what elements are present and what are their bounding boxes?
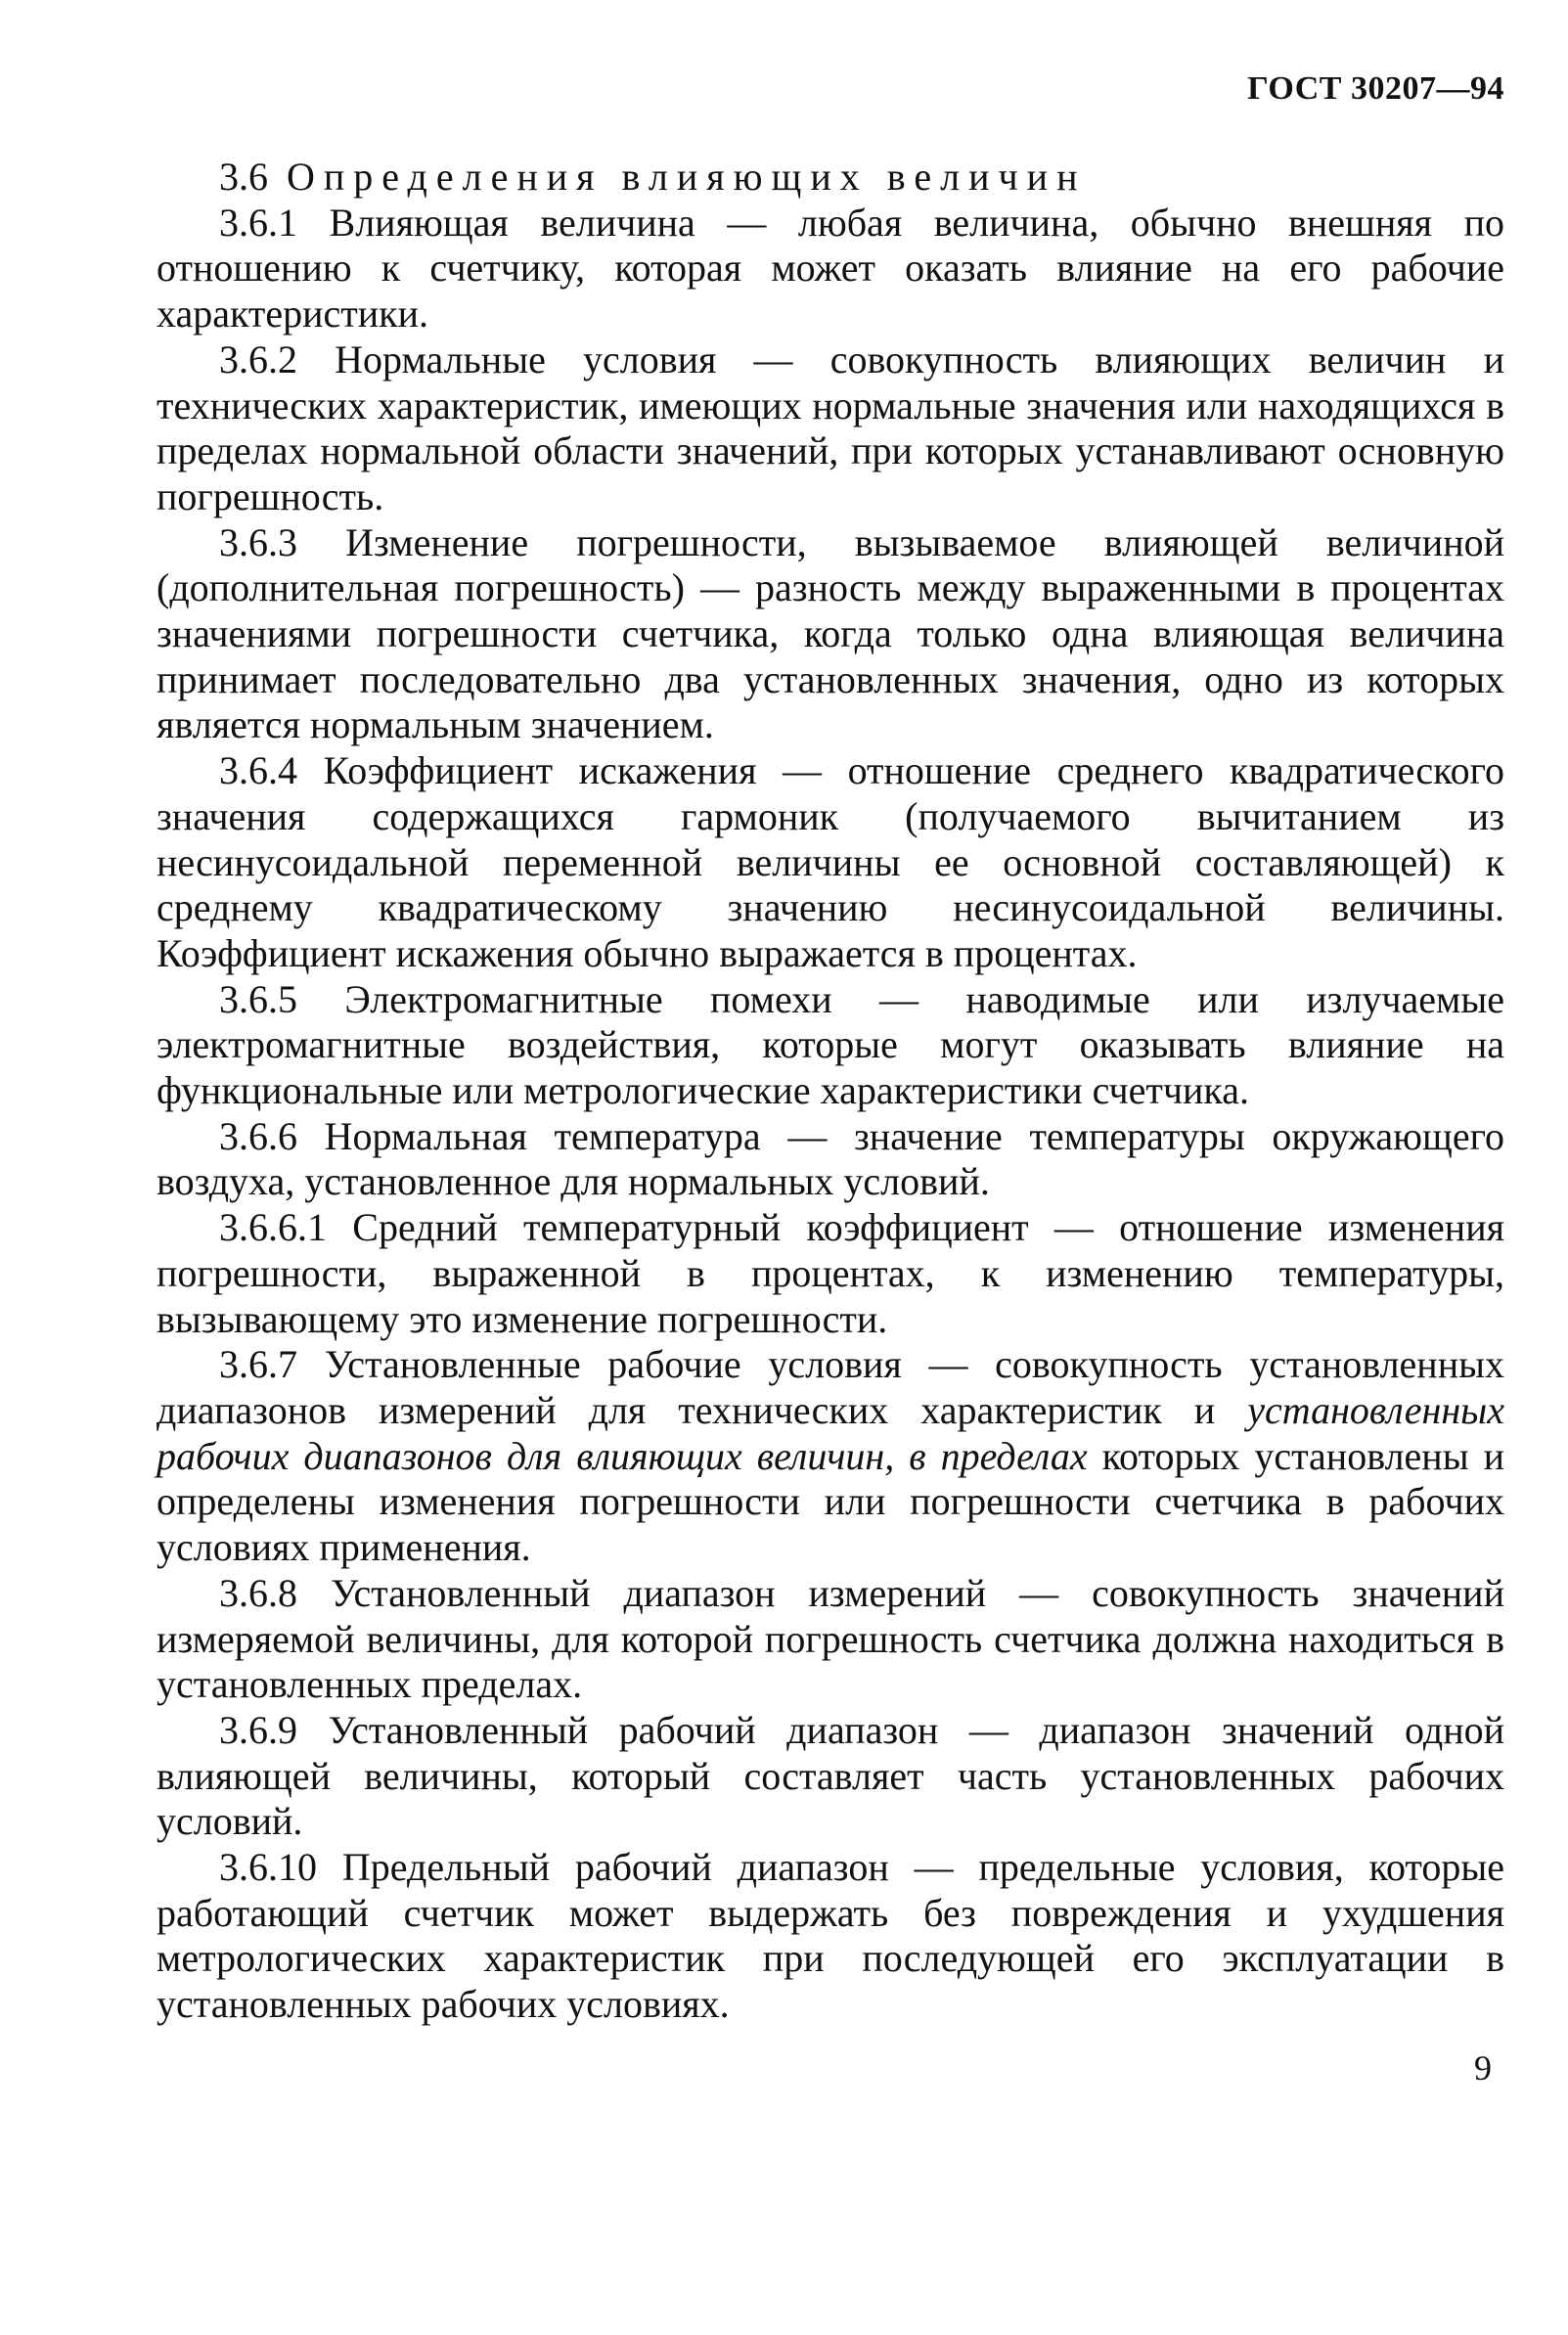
paragraph-3-6-4 xyxy=(157,748,1504,977)
standard-code-header: ГОСТ 30207—94 xyxy=(1247,70,1504,107)
paragraph-text: Установленные рабочие условия — совокупность установленных диапазонов измерений для технических характеристик и xyxy=(157,1342,1504,1432)
paragraph-number: 3.6.8 xyxy=(219,1570,297,1615)
paragraph-italic-text: установленных рабочих диапазонов для влияющих величин, в пределах xyxy=(157,1387,1504,1478)
paragraph-3-6-8 xyxy=(157,1571,1504,1708)
paragraph-text-continued: которых установлены и определены изменения погрешности или погрешности счетчика в рабочих условиях применения. xyxy=(157,1433,1504,1570)
paragraph-3-6-6-1 xyxy=(157,1205,1504,1342)
paragraph-3-6-9 xyxy=(157,1708,1504,1845)
page-number: 9 xyxy=(1474,2048,1492,2088)
section-title: Определения влияющих величин xyxy=(287,155,1087,199)
paragraph-text: Нормальная температура — значение температуры окружающего воздуха, установленное для нормальных условий. xyxy=(157,1113,1504,1204)
paragraph-number: 3.6.10 xyxy=(219,1845,317,1890)
paragraph-number: 3.6.2 xyxy=(219,337,297,382)
paragraph-number: 3.6.6 xyxy=(219,1113,297,1158)
paragraph-text: Электромагнитные помехи — наводимые или излучаемые электромагнитные воздействия, которые могут оказывать влияние на функциональные или метрологические характеристики счетчика. xyxy=(157,976,1504,1113)
paragraph-text: Средний температурный коэффициент — отношение изменения погрешности, выраженной в процентах, к изменению температуры, вызывающему это изменение погрешности. xyxy=(157,1205,1505,1341)
paragraph-3-6-2 xyxy=(157,337,1504,520)
section-heading xyxy=(157,155,1504,201)
paragraph-text: Установленный диапазон измерений — совокупность значений измеряемой величины, для которой погрешность счетчика должна находиться в установленных пределах. xyxy=(157,1570,1504,1707)
paragraph-3-6-7 xyxy=(157,1342,1504,1571)
paragraph-3-6-6 xyxy=(157,1114,1504,1205)
section-number: 3.6 xyxy=(219,155,268,199)
paragraph-text: Нормальные условия — совокупность влияющих величин и технических характеристик, имеющих нормальные значения или находящихся в пределах нормальной области значений, при которых устанавливают основную погрешность. xyxy=(157,337,1504,518)
paragraph-number: 3.6.1 xyxy=(219,200,297,245)
paragraph-number: 3.6.9 xyxy=(219,1707,297,1752)
paragraph-number: 3.6.4 xyxy=(219,748,297,793)
paragraph-3-6-10 xyxy=(157,1845,1504,2028)
paragraph-text: Изменение погрешности, вызываемое влияющей величиной (дополнительная погрешность) — разность между выраженными в процентах значениями погрешности счетчика, когда только одна влияющая величина принимает последовательно два установленных значения, одно из которых является нормальным значением. xyxy=(157,519,1505,747)
paragraph-number: 3.6.6.1 xyxy=(219,1205,327,1250)
paragraph-text: Установленный рабочий диапазон — диапазон значений одной влияющей величины, который составляет часть установленных рабочих условий. xyxy=(157,1707,1505,1844)
paragraph-3-6-5 xyxy=(157,977,1504,1114)
paragraph-3-6-3 xyxy=(157,520,1504,749)
paragraph-text: Влияющая величина — любая величина, обычно внешняя по отношению к счетчику, которая может оказать влияние на его рабочие характеристики. xyxy=(157,200,1504,337)
paragraph-3-6-1 xyxy=(157,201,1504,337)
paragraph-text: Предельный рабочий диапазон — предельные условия, которые работающий счетчик может выдержать без повреждения и ухудшения метрологических характеристик при последующей его эксплуатации в установленных рабочих условиях. xyxy=(157,1845,1505,2027)
paragraph-number: 3.6.3 xyxy=(219,519,297,564)
paragraph-number: 3.6.7 xyxy=(219,1342,297,1387)
document-body xyxy=(157,155,1504,2028)
paragraph-text: Коэффициент искажения — отношение среднего квадратического значения содержащихся гармоник (получаемого вычитанием из несинусоидальной переменной величины ее основной составляющей) к среднему квадратическому значению несинусоидальной величины. Коэффициент искажения обычно выражается в процентах. xyxy=(157,748,1504,975)
paragraph-number: 3.6.5 xyxy=(219,976,297,1021)
